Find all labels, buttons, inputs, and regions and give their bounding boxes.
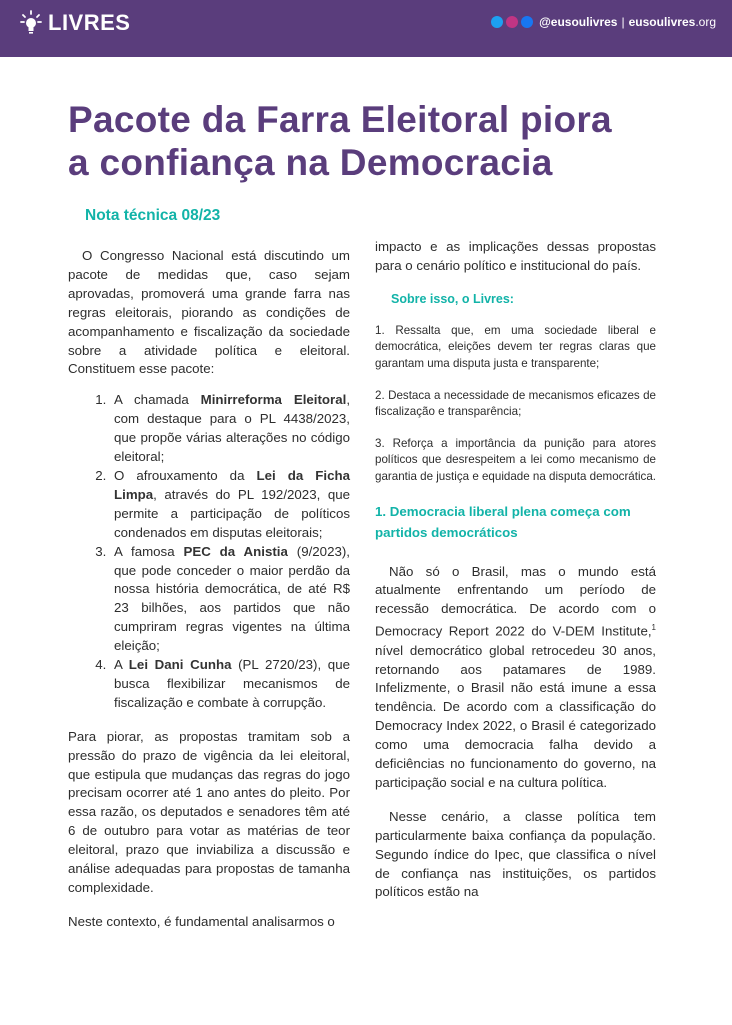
instagram-icon[interactable] (506, 16, 518, 28)
paragraph-context-continued: impacto e as implicações dessas propostas para o cenário político e institucional do país. (375, 239, 656, 273)
social-handle[interactable]: @eusoulivres (539, 15, 618, 29)
paragraph-para-piorar: Para piorar, as propostas tramitam sob a pressão do prazo de vigência da lei eleitoral, que estipula que mudanças das regras do jogo precisam ocorrer até 1 ano antes do pleito. Por essa razão, os deputados e senadores têm até 6 de outubro para votar as matérias de teor eleitoral, prazo que inviabiliza a discussão e análise adequadas para propostas de tamanha complexidade. (68, 728, 350, 895)
left-column (68, 247, 350, 932)
list-item: 3. A famosa PEC da Anistia (9/2023), que pode conceder o maior perdão da nossa história democrática, de até R$ 23 bilhões, aos partidos que não cumpriram regras vigentes na última eleição; (110, 543, 350, 656)
page-title (68, 98, 708, 184)
website-name: eusoulivres (628, 15, 696, 29)
header-bar (0, 0, 732, 57)
header-separator: | (621, 15, 625, 29)
facebook-icon[interactable] (521, 16, 533, 28)
website-suffix: .org (695, 15, 716, 29)
livres-logo[interactable] (20, 10, 130, 36)
website-link[interactable] (629, 15, 716, 29)
lightbulb-icon (20, 10, 42, 36)
livres-position-heading: Sobre isso, o Livres: (391, 291, 514, 306)
paragraph-context: Neste contexto, é fundamental analisarmos o (68, 913, 335, 929)
section1-paragraph-2: Nesse cenário, a classe política tem particularmente baixa confiança da população. Segundo índice do Ipec, que classifica o nível de confiança nas instituições, os partidos políticos estão na (375, 808, 656, 900)
list-item: 1. A chamada Minirreforma Eleitoral, com destaque para o PL 4438/2023, que propõe várias alterações no código eleitoral; (110, 391, 350, 467)
section-heading-1: 1. Democracia liberal plena começa com partidos democráticos (375, 503, 631, 540)
list-item: 4. A Lei Dani Cunha (PL 2720/23), que busca flexibilizar mecanismos de fiscalização e combate à corrupção. (110, 656, 350, 713)
subtitle-note: Nota técnica 08/23 (85, 207, 221, 224)
list-item: 2. O afrouxamento da Lei da Ficha Limpa, através do PL 192/2023, que permite a participação de políticos condenados em disputas eleitorais; (110, 467, 350, 543)
section1-paragraph-1: Não só o Brasil, mas o mundo está atualmente enfrentando um período de recessão democrática. De acordo com o Democracy Report 2022 do V-DEM Institute,$^1$ nível democrático global retrocedeu 30 anos, retornando aos patamares de 1989. Infelizmente, o Brasil não está imune a essa tendência. De acordo com a classificação do Democracy Index 2022, o Brasil é categorizado como uma democracia falha devido a deficiências no funcionamento do governo, na participação social e na cultura política. (375, 563, 656, 790)
logo-text: LIVRES (48, 10, 131, 35)
right-column (375, 238, 656, 902)
title-line-2: a confiança na Democracia (68, 142, 553, 183)
twitter-icon[interactable] (491, 16, 503, 28)
livres-point-2: 2. Destaca a necessidade de mecanismos eficazes de fiscalização e transparência; (375, 388, 656, 419)
social-links (491, 15, 716, 29)
livres-point-1: 1. Ressalta que, em uma sociedade liberal e democrática, eleições devem ter regras claras que garantam uma disputa justa e transparente; (375, 323, 656, 370)
intro-paragraph: O Congresso Nacional está discutindo um pacote de medidas que, caso sejam aprovadas, promoverá uma grande farra nas regras eleitorais, piorando as condições de acompanhamento e fiscalização da sociedade sobre a atividade política e eleitoral. Constituem esse pacote: (68, 248, 350, 377)
proposals-list (68, 391, 350, 712)
title-line-1: Pacote da Farra Eleitoral piora (68, 99, 612, 140)
livres-point-3: 3. Reforça a importância da punição para atores políticos que desrespeitem a lei como mecanismo de garantia de justiça e equidade na disputa democrática. (375, 436, 657, 483)
